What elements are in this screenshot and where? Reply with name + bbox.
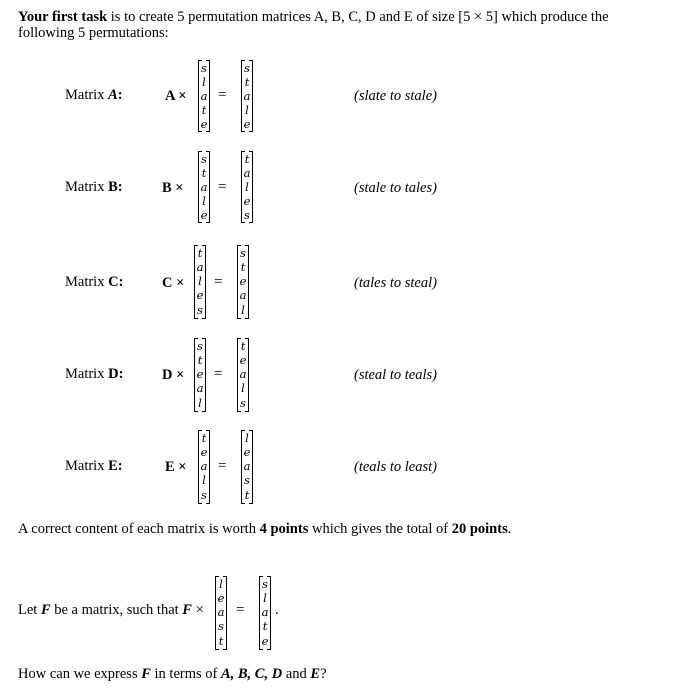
vector-entry: t bbox=[197, 246, 203, 260]
vector-entry: s bbox=[197, 339, 203, 353]
vector-entry: s bbox=[240, 396, 246, 410]
output-vector-e bbox=[241, 430, 253, 504]
task-intro bbox=[18, 9, 658, 41]
vector-entry: t bbox=[244, 152, 250, 166]
vector-entry: a bbox=[261, 605, 269, 619]
permutation-description-b: (stale to tales) bbox=[354, 180, 437, 196]
vector-entry: t bbox=[197, 353, 203, 367]
vector-entry: a bbox=[200, 89, 208, 103]
vector-entry: e bbox=[243, 194, 251, 208]
vector-entry: e bbox=[239, 274, 247, 288]
vector-entry: s bbox=[244, 61, 250, 75]
vector-entry: l bbox=[219, 577, 223, 591]
input-vector-d bbox=[194, 338, 206, 412]
permutation-description-e: (teals to least) bbox=[354, 459, 437, 475]
final-question: How can we express F in terms of A, B, C, D and E? bbox=[18, 666, 327, 682]
vector-entry: t bbox=[262, 619, 268, 633]
vector-entry: s bbox=[240, 246, 246, 260]
equals-sign: = bbox=[218, 458, 227, 474]
matrix-b-operator: B × bbox=[162, 180, 184, 196]
vector-entry: t bbox=[201, 103, 207, 117]
vector-entry: a bbox=[239, 288, 247, 302]
vector-entry: e bbox=[261, 634, 269, 648]
equals-sign: = bbox=[214, 366, 223, 382]
vector-entry: l bbox=[198, 274, 202, 288]
output-vector-d bbox=[237, 338, 249, 412]
vector-entry: s bbox=[201, 152, 207, 166]
matrix-a-operator: A × bbox=[165, 88, 187, 104]
vector-entry: a bbox=[200, 180, 208, 194]
vector-entry: t bbox=[201, 431, 207, 445]
vector-entry: l bbox=[241, 381, 245, 395]
f-definition: Let F be a matrix, such that F × bbox=[18, 602, 204, 618]
matrix-e-operator: E × bbox=[165, 459, 187, 475]
matrix-row-label-d: Matrix D: bbox=[65, 366, 124, 382]
matrix-row-label-b: Matrix B: bbox=[65, 179, 123, 195]
equals-sign: = bbox=[218, 87, 227, 103]
vector-entry: a bbox=[196, 381, 204, 395]
f-definition-period: . bbox=[275, 602, 279, 618]
vector-entry: e bbox=[200, 117, 208, 131]
vector-entry: e bbox=[200, 445, 208, 459]
vector-entry: s bbox=[201, 488, 207, 502]
permutation-description-a: (slate to stale) bbox=[354, 88, 437, 104]
vector-entry: l bbox=[245, 103, 249, 117]
scoring-note: A correct content of each matrix is worth 4 points which gives the total of 20 points. bbox=[18, 521, 512, 537]
vector-entry: l bbox=[245, 180, 249, 194]
input-vector-e bbox=[198, 430, 210, 504]
vector-entry: t bbox=[244, 488, 250, 502]
vector-entry: e bbox=[243, 117, 251, 131]
vector-entry: s bbox=[197, 303, 203, 317]
equals-sign: = bbox=[214, 274, 223, 290]
equals-sign: = bbox=[236, 602, 245, 618]
output-vector-f bbox=[259, 576, 271, 650]
permutation-description-c: (tales to steal) bbox=[354, 275, 437, 291]
matrix-row-label-e: Matrix E: bbox=[65, 458, 123, 474]
vector-entry: l bbox=[202, 194, 206, 208]
vector-entry: a bbox=[243, 89, 251, 103]
vector-entry: s bbox=[262, 577, 268, 591]
vector-entry: e bbox=[239, 353, 247, 367]
output-vector-b bbox=[241, 151, 253, 223]
vector-entry: s bbox=[244, 208, 250, 222]
input-vector-c bbox=[194, 245, 206, 319]
vector-entry: a bbox=[243, 166, 251, 180]
vector-entry: t bbox=[201, 166, 207, 180]
permutation-description-d: (steal to teals) bbox=[354, 367, 437, 383]
vector-entry: t bbox=[240, 339, 246, 353]
vector-entry: l bbox=[245, 431, 249, 445]
vector-entry: l bbox=[198, 396, 202, 410]
output-vector-a bbox=[241, 60, 253, 132]
input-vector-b bbox=[198, 151, 210, 223]
vector-entry: s bbox=[218, 619, 224, 633]
vector-entry: e bbox=[196, 367, 204, 381]
vector-entry: a bbox=[200, 459, 208, 473]
vector-entry: l bbox=[241, 303, 245, 317]
output-vector-c bbox=[237, 245, 249, 319]
matrix-row-label-a: Matrix A: bbox=[65, 87, 123, 103]
vector-entry: l bbox=[263, 591, 267, 605]
vector-entry: a bbox=[239, 367, 247, 381]
vector-entry: l bbox=[202, 473, 206, 487]
vector-entry: e bbox=[200, 208, 208, 222]
vector-entry: s bbox=[244, 473, 250, 487]
matrix-row-label-c: Matrix C: bbox=[65, 274, 124, 290]
input-vector-a bbox=[198, 60, 210, 132]
input-vector-f bbox=[215, 576, 227, 650]
vector-entry: a bbox=[217, 605, 225, 619]
equals-sign: = bbox=[218, 179, 227, 195]
vector-entry: t bbox=[240, 260, 246, 274]
vector-entry: a bbox=[196, 260, 204, 274]
vector-entry: e bbox=[243, 445, 251, 459]
vector-entry: e bbox=[196, 288, 204, 302]
vector-entry: t bbox=[218, 634, 224, 648]
vector-entry: e bbox=[217, 591, 225, 605]
vector-entry: s bbox=[201, 61, 207, 75]
matrix-c-operator: C × bbox=[162, 275, 185, 291]
task-intro-text: is to create 5 permutation matrices A, B, C, D and E of size [5 × 5] which produce the following 5 permutations: bbox=[18, 9, 609, 41]
vector-entry: a bbox=[243, 459, 251, 473]
task-intro-lead: Your first task bbox=[18, 9, 108, 25]
vector-entry: l bbox=[202, 75, 206, 89]
matrix-d-operator: D × bbox=[162, 367, 185, 383]
vector-entry: t bbox=[244, 75, 250, 89]
